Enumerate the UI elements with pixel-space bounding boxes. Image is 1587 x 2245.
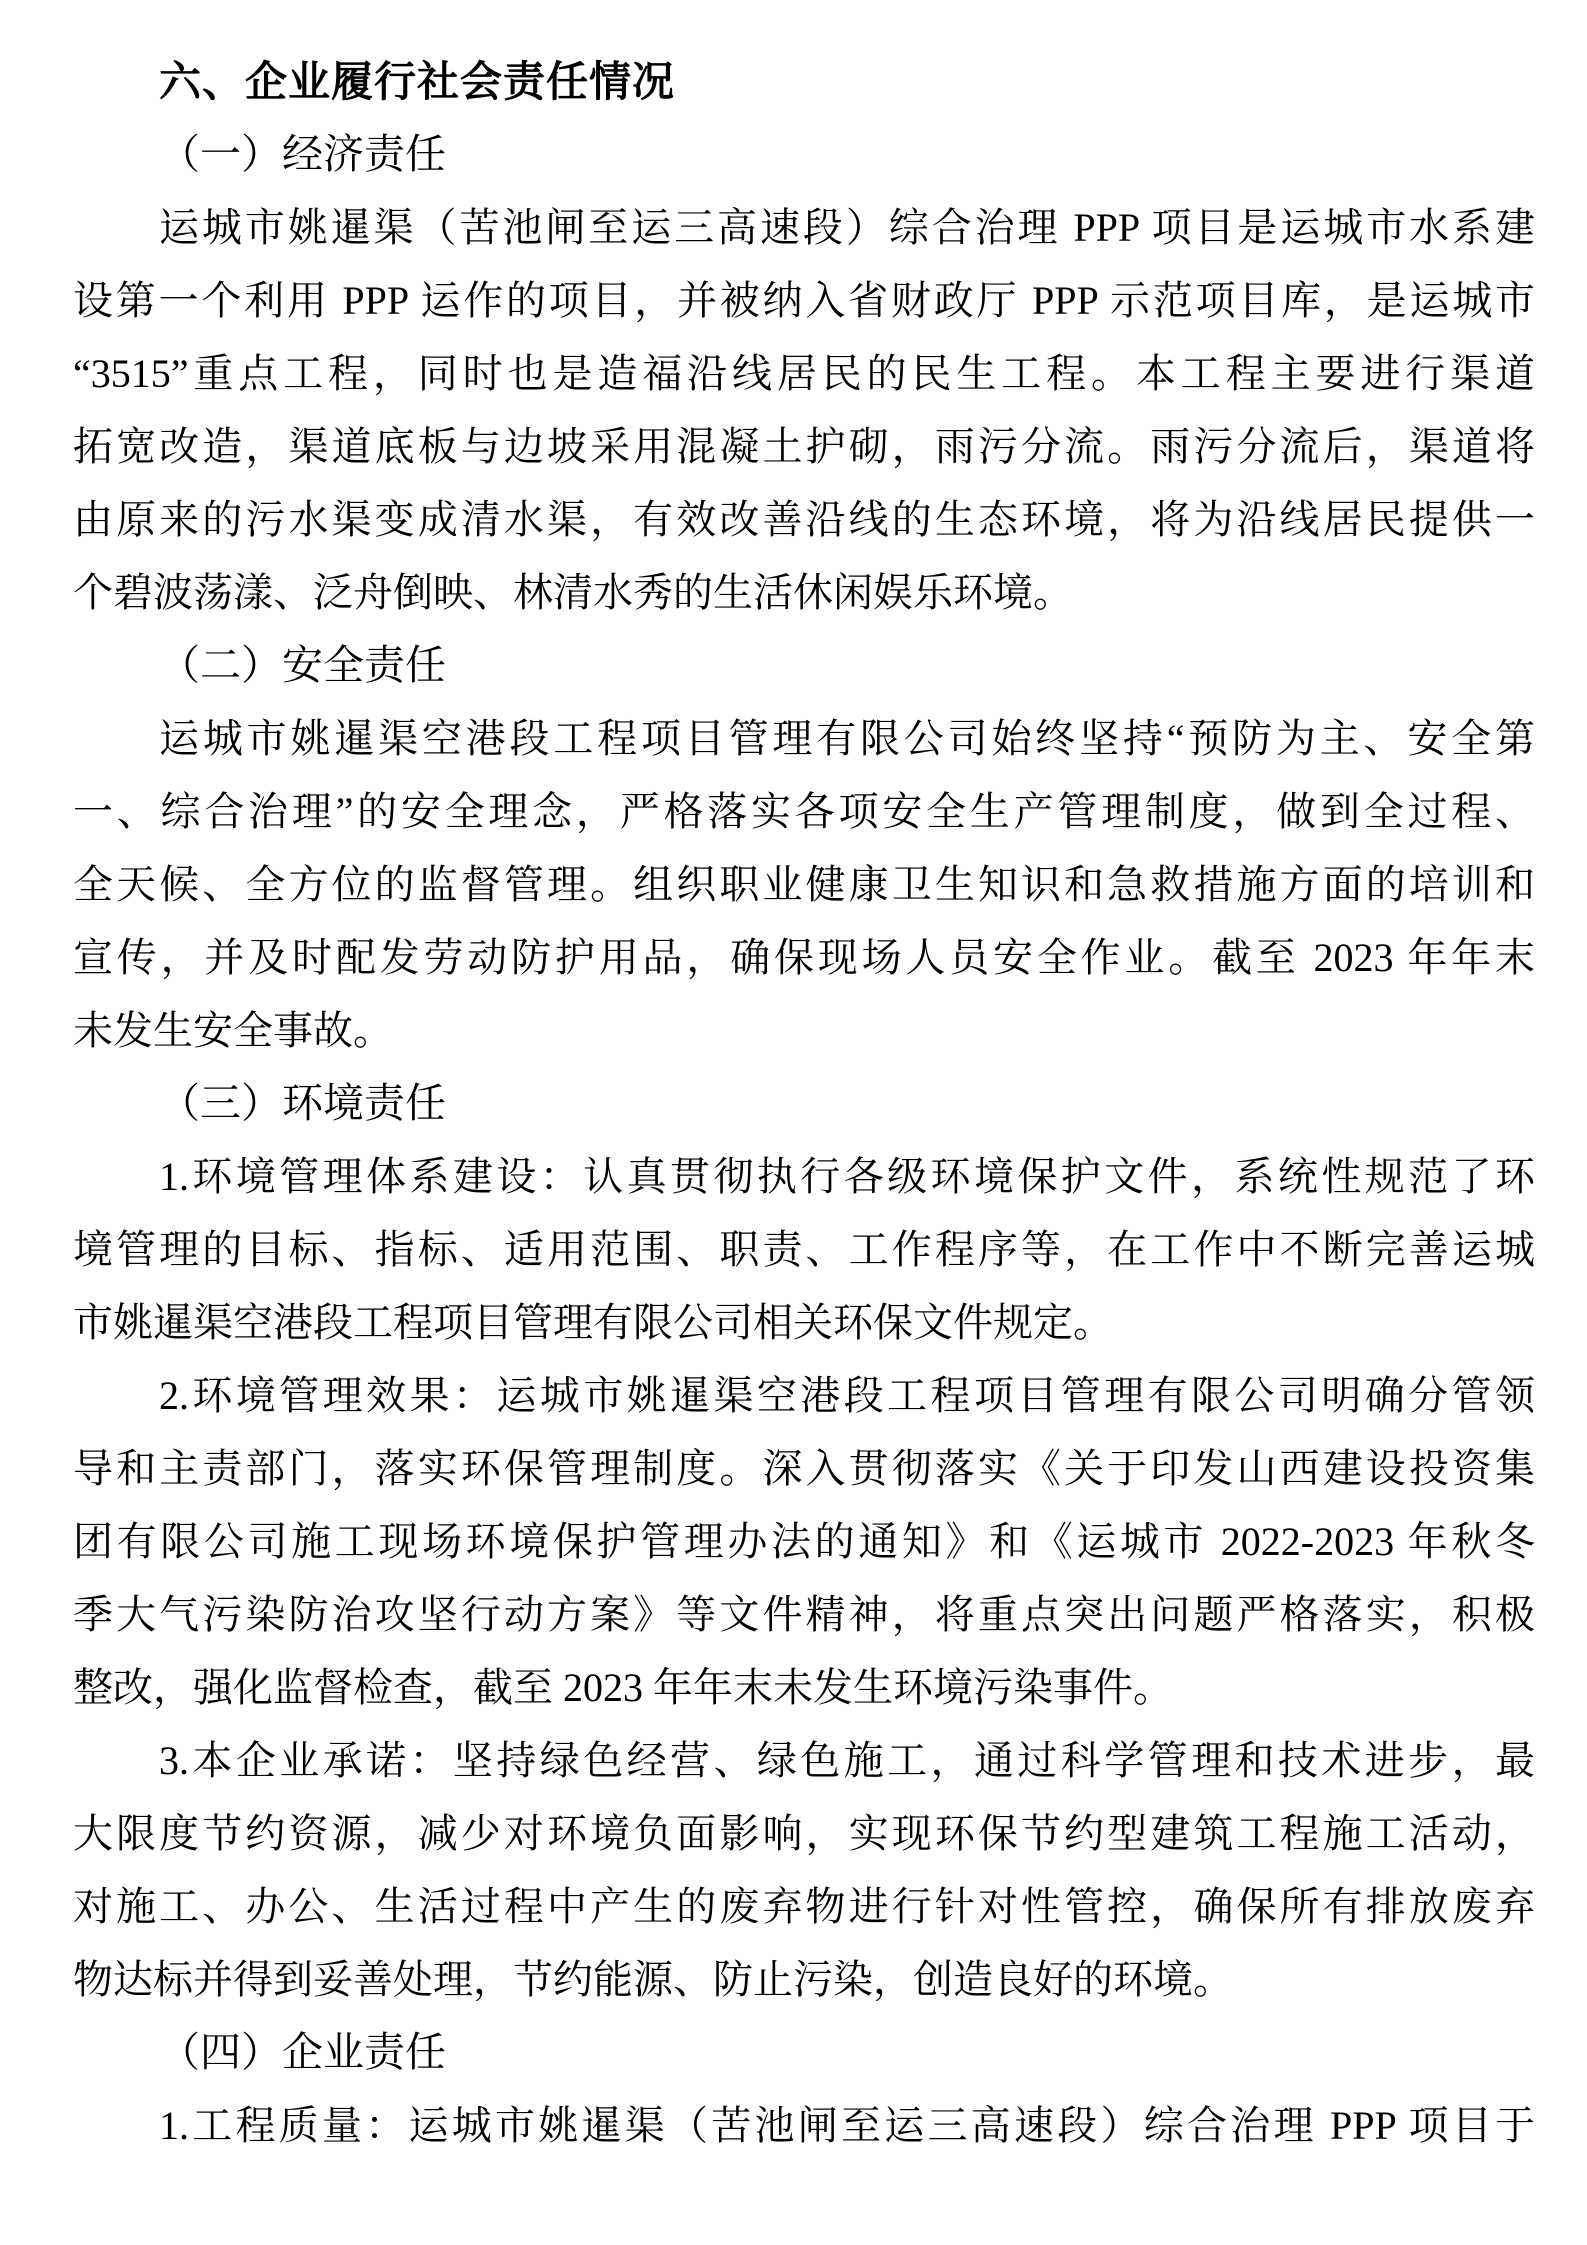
paragraph-line: 一、综合治理”的安全理念，严格落实各项安全生产管理制度，做到全过程、	[73, 789, 1535, 834]
paragraph-line: 宣传，并及时配发劳动防护用品，确保现场人员安全作业。截至 2023 年年末	[73, 935, 1535, 980]
document-title: 六、企业履行社会责任情况	[159, 58, 676, 105]
paragraph-line: 拓宽改造，渠道底板与边坡采用混凝土护砌，雨污分流。雨污分流后，渠道将	[73, 424, 1535, 469]
paragraph-line: 运城市姚暹渠空港段工程项目管理有限公司始终坚持“预防为主、安全第	[159, 716, 1535, 761]
paragraph-line: 团有限公司施工现场环境保护管理办法的通知》和《运城市 2022-2023 年秋冬	[73, 1519, 1535, 1564]
paragraph-line: 导和主责部门，落实环保管理制度。深入贯彻落实《关于印发山西建设投资集	[73, 1446, 1535, 1491]
paragraph-line: 整改，强化监督检查，截至 2023 年年末未发生环境污染事件。	[73, 1665, 1173, 1710]
paragraph-line: 由原来的污水渠变成清水渠，有效改善沿线的生态环境，将为沿线居民提供一	[73, 497, 1535, 542]
section-heading-environment: （三）环境责任	[159, 1080, 446, 1126]
paragraph-line: 全天候、全方位的监督管理。组织职业健康卫生知识和急救措施方面的培训和	[73, 862, 1535, 907]
paragraph-line: 物达标并得到妥善处理，节约能源、防止污染，创造良好的环境。	[73, 1957, 1233, 2002]
paragraph-line: 设第一个利用 PPP 运作的项目，并被纳入省财政厅 PPP 示范项目库，是运城市	[73, 278, 1535, 323]
paragraph-line: 运城市姚暹渠（苦池闸至运三高速段）综合治理 PPP 项目是运城市水系建	[159, 205, 1535, 250]
paragraph-line: 市姚暹渠空港段工程项目管理有限公司相关环保文件规定。	[73, 1300, 1113, 1345]
paragraph-line: 个碧波荡漾、泛舟倒映、林清水秀的生活休闲娱乐环境。	[73, 570, 1073, 615]
paragraph-line: 2.环境管理效果：运城市姚暹渠空港段工程项目管理有限公司明确分管领	[159, 1373, 1535, 1418]
paragraph-line: 大限度节约资源，减少对环境负面影响，实现环保节约型建筑工程施工活动，	[73, 1811, 1535, 1856]
section-heading-economic: （一）经济责任	[159, 131, 446, 177]
paragraph-line: 境管理的目标、指标、适用范围、职责、工作程序等，在工作中不断完善运城	[73, 1227, 1535, 1272]
paragraph-line: 1.工程质量：运城市姚暹渠（苦池闸至运三高速段）综合治理 PPP 项目于	[159, 2103, 1535, 2148]
paragraph-line: 1.环境管理体系建设：认真贯彻执行各级环境保护文件，系统性规范了环	[159, 1154, 1535, 1199]
paragraph-line: 3.本企业承诺：坚持绿色经营、绿色施工，通过科学管理和技术进步，最	[159, 1738, 1535, 1783]
section-heading-safety: （二）安全责任	[159, 642, 446, 688]
paragraph-line: 对施工、办公、生活过程中产生的废弃物进行针对性管控，确保所有排放废弃	[73, 1884, 1535, 1929]
paragraph-line: 季大气污染防治攻坚行动方案》等文件精神，将重点突出问题严格落实，积极	[73, 1592, 1535, 1637]
section-heading-enterprise: （四）企业责任	[159, 2029, 446, 2075]
paragraph-line: “3515”重点工程，同时也是造福沿线居民的民生工程。本工程主要进行渠道	[73, 351, 1535, 396]
paragraph-line: 未发生安全事故。	[73, 1008, 393, 1053]
